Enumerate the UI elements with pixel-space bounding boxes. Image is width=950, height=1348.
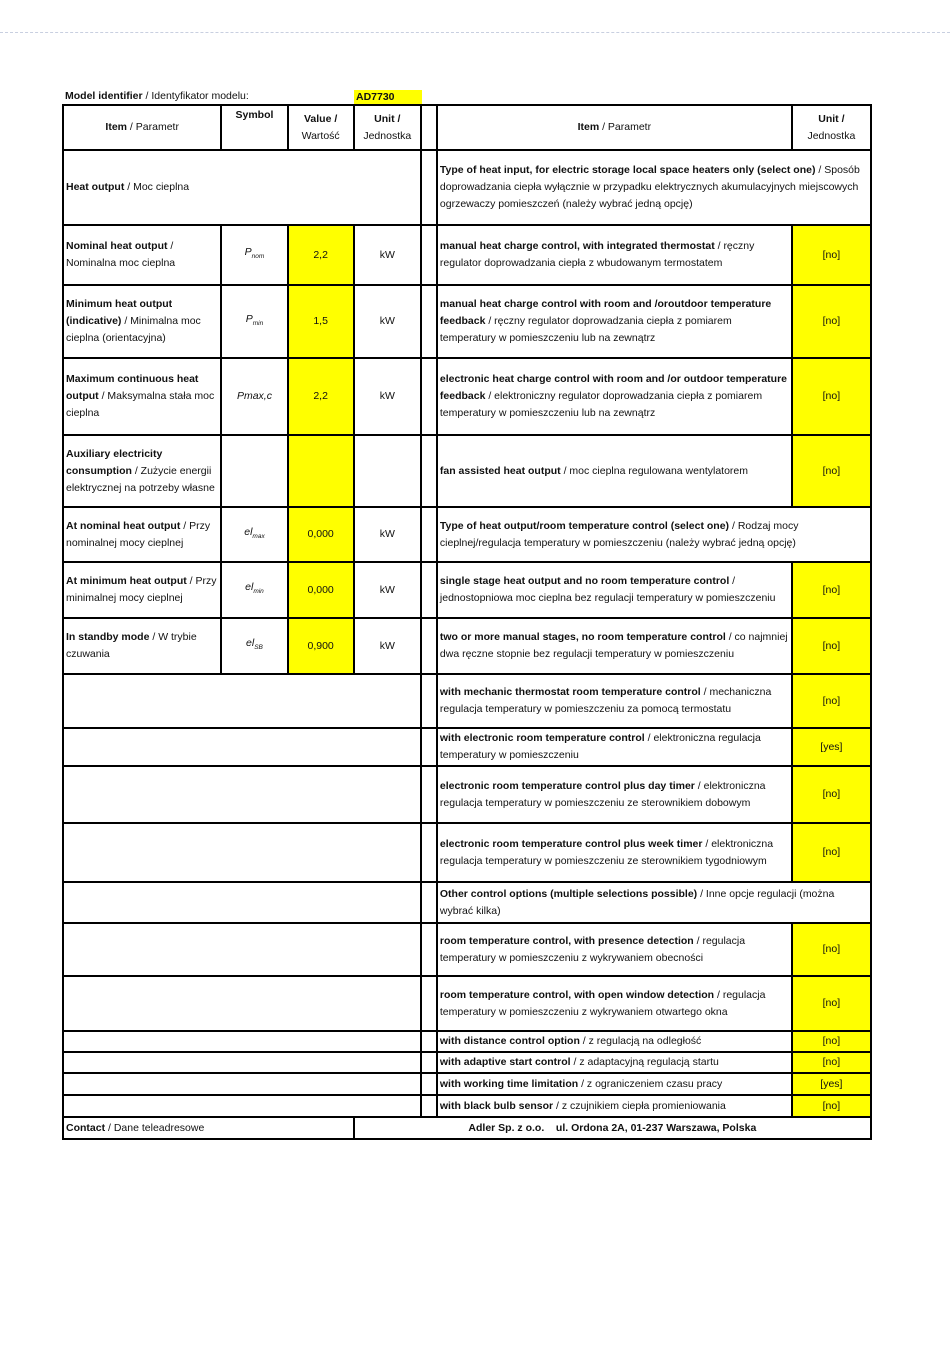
table-row [63,507,871,562]
empty-left-cell [63,976,421,1031]
other-options-label: Other control options (multiple selections possible) / Inne opcje regulacji (można wybrać kilka) [437,882,871,923]
standby-unit: kW [354,618,421,674]
single-stage-label: single stage heat output and no room temperature control / jednostopniowa moc cieplna bez regulacji temperatury w pomieszczeniu [437,562,792,618]
black-bulb-value: [no] [792,1095,871,1117]
ecodesign-info-table [62,104,872,1140]
table-row [63,358,871,435]
minimum-unit: kW [354,285,421,358]
table-row [63,225,871,285]
separator-cell [421,285,437,358]
table-row [63,1095,871,1117]
separator-cell [421,358,437,435]
mechanic-thermostat-label: with mechanic thermostat room temperature control / mechaniczna regulacja temperatury w pomieszczeniu za pomocą termostatu [437,674,792,728]
open-window-label: room temperature control, with open window detection / regulacja temperatury w pomieszczeniu z wykrywaniem otwartego okna [437,976,792,1031]
empty-left-cell [63,1031,421,1052]
header-item: Item / Parametr [63,105,221,150]
nominal-unit: kW [354,225,421,285]
separator-cell [421,674,437,728]
separator-cell [421,618,437,674]
empty-left-cell [63,923,421,976]
maximum-unit: kW [354,358,421,435]
maximum-value: 2,2 [288,358,354,435]
table-row [63,562,871,618]
separator-cell [421,976,437,1031]
heat-output-label: Heat output / Moc cieplna [63,150,421,225]
day-timer-label: electronic room temperature control plus day timer / elektroniczna regulacja temperatury w pomieszczeniu ze sterownikiem dobowym [437,766,792,823]
at-minimum-unit: kW [354,562,421,618]
page-top-dashed-line [0,32,950,33]
manual-thermostat-label: manual heat charge control, with integrated thermostat / ręczny regulator doprowadzania ciepła z wbudowanym termostatem [437,225,792,285]
separator-cell [421,105,437,150]
at-minimum-value: 0,000 [288,562,354,618]
at-nominal-symbol: $el_{max}$ [221,507,287,562]
table-row [63,150,871,225]
at-nominal-unit: kW [354,507,421,562]
table-row [63,728,871,766]
empty-left-cell [63,823,421,882]
standby-symbol: $el_{SB}$ [221,618,287,674]
separator-cell [421,562,437,618]
minimum-symbol: $P_{min}$ [221,285,287,358]
table-row [63,882,871,923]
electronic-charge-value: [no] [792,358,871,435]
separator-cell [421,225,437,285]
auxiliary-consumption-label: Auxiliary electricity consumption / Zużycie energii elektrycznej na potrzeby własne [63,435,221,507]
maximum-symbol: Pmax,c [221,358,287,435]
nominal-value: 2,2 [288,225,354,285]
separator-cell [421,823,437,882]
empty-value-cell [288,435,354,507]
electronic-room-label: with electronic room temperature control / elektroniczna regulacja temperatury w pomieszczeniu [437,728,792,766]
fan-assisted-value: [no] [792,435,871,507]
separator-cell [421,766,437,823]
table-row [63,618,871,674]
manual-feedback-value: [no] [792,285,871,358]
separator-cell [421,728,437,766]
at-minimum-symbol: $el_{min}$ [221,562,287,618]
table-row [63,976,871,1031]
contact-label: Contact / Dane teleadresowe [63,1117,354,1139]
empty-left-cell [63,882,421,923]
single-stage-value: [no] [792,562,871,618]
empty-left-cell [63,1073,421,1095]
minimum-value: 1,5 [288,285,354,358]
presence-detection-label: room temperature control, with presence detection / regulacja temperatury w pomieszczeniu z wykrywaniem obecności [437,923,792,976]
empty-left-cell [63,1095,421,1117]
separator-cell [421,150,437,225]
separator-cell [421,1073,437,1095]
model-identifier-value: AD7730 [354,90,422,104]
day-timer-value: [no] [792,766,871,823]
model-identifier-label: Model identifier / Identyfikator modelu: [65,90,249,102]
empty-cell [221,435,287,507]
separator-cell [421,882,437,923]
separator-cell [421,1095,437,1117]
manual-thermostat-value: [no] [792,225,871,285]
black-bulb-label: with black bulb sensor / z czujnikiem ciepła promieniowania [437,1095,792,1117]
minimum-heat-output-label: Minimum heat output (indicative) / Minimalna moc cieplna (orientacyjna) [63,285,221,358]
working-time-label: with working time limitation / z ograniczeniem czasu pracy [437,1073,792,1095]
two-or-more-label: two or more manual stages, no room temperature control / co najmniej dwa ręczne stopnie bez regulacji temperatury w pomieszczeniu [437,618,792,674]
empty-left-cell [63,674,421,728]
week-timer-value: [no] [792,823,871,882]
mechanic-thermostat-value: [no] [792,674,871,728]
maximum-heat-output-label: Maximum continuous heat output / Maksymalna stała moc cieplna [63,358,221,435]
separator-cell [421,507,437,562]
separator-cell [421,1052,437,1073]
adaptive-start-value: [no] [792,1052,871,1073]
table-row [63,1031,871,1052]
standby-label: In standby mode / W trybie czuwania [63,618,221,674]
type-heat-input-label: Type of heat input, for electric storage local space heaters only (select one) / Sposób doprowadzania ciepła wyłącznie w przypadku elektrycznych akumulacyjnych miejscowych ogrzewaczy pomieszczeń (należy wybrać jedną opcję) [437,150,871,225]
open-window-value: [no] [792,976,871,1031]
nominal-heat-output-label: Nominal heat output / Nominalna moc cieplna [63,225,221,285]
separator-cell [421,1031,437,1052]
nominal-symbol: $P_{nom}$ [221,225,287,285]
type-heat-output-label: Type of heat output/room temperature control (select one) / Rodzaj mocy cieplnej/regulacja temperatury w pomieszczeniu (należy wybrać jedną opcję) [437,507,871,562]
manual-feedback-label: manual heat charge control with room and /oroutdoor temperature feedback / ręczny regulator doprowadzania ciepła z pomiarem temperatury w pomieszczeniu lub na zewnątrz [437,285,792,358]
header-unit: Unit / Jednostka [354,105,421,150]
table-row [63,823,871,882]
separator-cell [421,435,437,507]
header-right-unit: Unit / Jednostka [792,105,871,150]
header-value: Value / Wartość [288,105,354,150]
contact-row [63,1117,871,1139]
at-nominal-value: 0,000 [288,507,354,562]
at-minimum-label: At minimum heat output / Przy minimalnej mocy cieplnej [63,562,221,618]
standby-value: 0,900 [288,618,354,674]
distance-control-label: with distance control option / z regulacją na odległość [437,1031,792,1052]
header-symbol: Symbol [221,105,287,150]
empty-cell [354,435,421,507]
presence-detection-value: [no] [792,923,871,976]
empty-left-cell [63,1052,421,1073]
contact-address: Adler Sp. z o.o. ul. Ordona 2A, 01-237 Warszawa, Polska [354,1117,871,1139]
header-row [63,105,871,150]
header-right-item: Item / Parametr [437,105,792,150]
fan-assisted-label: fan assisted heat output / moc cieplna regulowana wentylatorem [437,435,792,507]
table-row [63,285,871,358]
distance-control-value: [no] [792,1031,871,1052]
empty-left-cell [63,728,421,766]
working-time-value: [yes] [792,1073,871,1095]
adaptive-start-label: with adaptive start control / z adaptacyjną regulacją startu [437,1052,792,1073]
electronic-room-value: [yes] [792,728,871,766]
electronic-charge-label: electronic heat charge control with room and /or outdoor temperature feedback / elektroniczny regulator doprowadzania ciepła z pomiarem temperatury w pomieszczeniu lub na zewnątrz [437,358,792,435]
table-row [63,674,871,728]
two-or-more-value: [no] [792,618,871,674]
table-row [63,435,871,507]
table-row [63,923,871,976]
empty-left-cell [63,766,421,823]
separator-cell [421,923,437,976]
table-row [63,1073,871,1095]
at-nominal-label: At nominal heat output / Przy nominalnej mocy cieplnej [63,507,221,562]
table-row [63,1052,871,1073]
table-row [63,766,871,823]
week-timer-label: electronic room temperature control plus week timer / elektroniczna regulacja temperatury w pomieszczeniu ze sterownikiem tygodniowym [437,823,792,882]
